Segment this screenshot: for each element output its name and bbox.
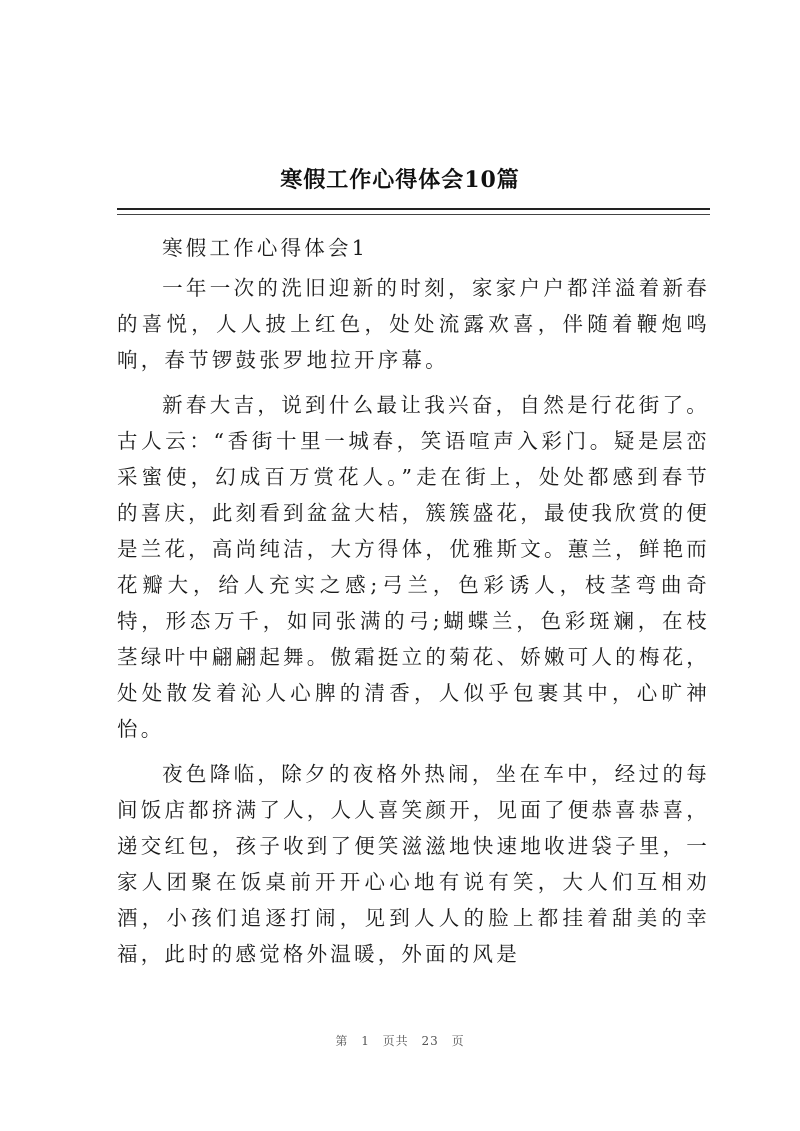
paragraph: 新春大吉，说到什么最让我兴奋，自然是行花街了。古人云：“香街十里一城春，笑语喧声入彩门。疑是层峦采蜜使，幻成百万赏花人。”走在街上，处处都感到春节的喜庆，此刻看到盆盆大桔，簇簇盛花，最使我欣赏的便是兰花，高尚纯洁，大方得体，优雅斯文。蕙兰，鲜艳而花瓣大，给人充实之感;弓兰，色彩诱人，枝茎弯曲奇特，形态万千，如同张满的弓;蝴蝶兰，色彩斑斓，在枝茎绿叶中翩翩起舞。傲霜挺立的菊花、娇嫩可人的梅花，处处散发着沁人心脾的清香，人似乎包裹其中，心旷神怡。 — [117, 393, 710, 741]
page-footer — [0, 1032, 800, 1049]
document-title: 寒假工作心得体会10篇 — [280, 167, 520, 193]
section-heading: 寒假工作心得体会1 — [162, 236, 368, 260]
footer-middle: 页共 — [382, 1034, 409, 1048]
title-divider-thin — [117, 214, 710, 215]
document-body — [117, 230, 710, 981]
title-divider — [117, 208, 710, 210]
footer-total-pages: 23 — [421, 1034, 439, 1048]
paragraph: 夜色降临，除夕的夜格外热闹，坐在车中，经过的每间饭店都挤满了人，人人喜笑颜开，见面了便恭喜恭喜，递交红包，孩子收到了便笑滋滋地快速地收进袋子里，一家人团聚在饭桌前开开心心地有说有笑，大人们互相劝酒，小孩们追逐打闹，见到人人的脸上都挂着甜美的幸福，此时的感觉格外温暖，外面的风是 — [117, 762, 710, 966]
footer-page-number: 1 — [361, 1034, 370, 1048]
footer-prefix: 第 — [335, 1034, 349, 1048]
paragraph: 一年一次的洗旧迎新的时刻，家家户户都洋溢着新春的喜悦，人人披上红色，处处流露欢喜，伴随着鞭炮鸣响，春节锣鼓张罗地拉开序幕。 — [117, 276, 710, 372]
footer-suffix: 页 — [451, 1034, 465, 1048]
